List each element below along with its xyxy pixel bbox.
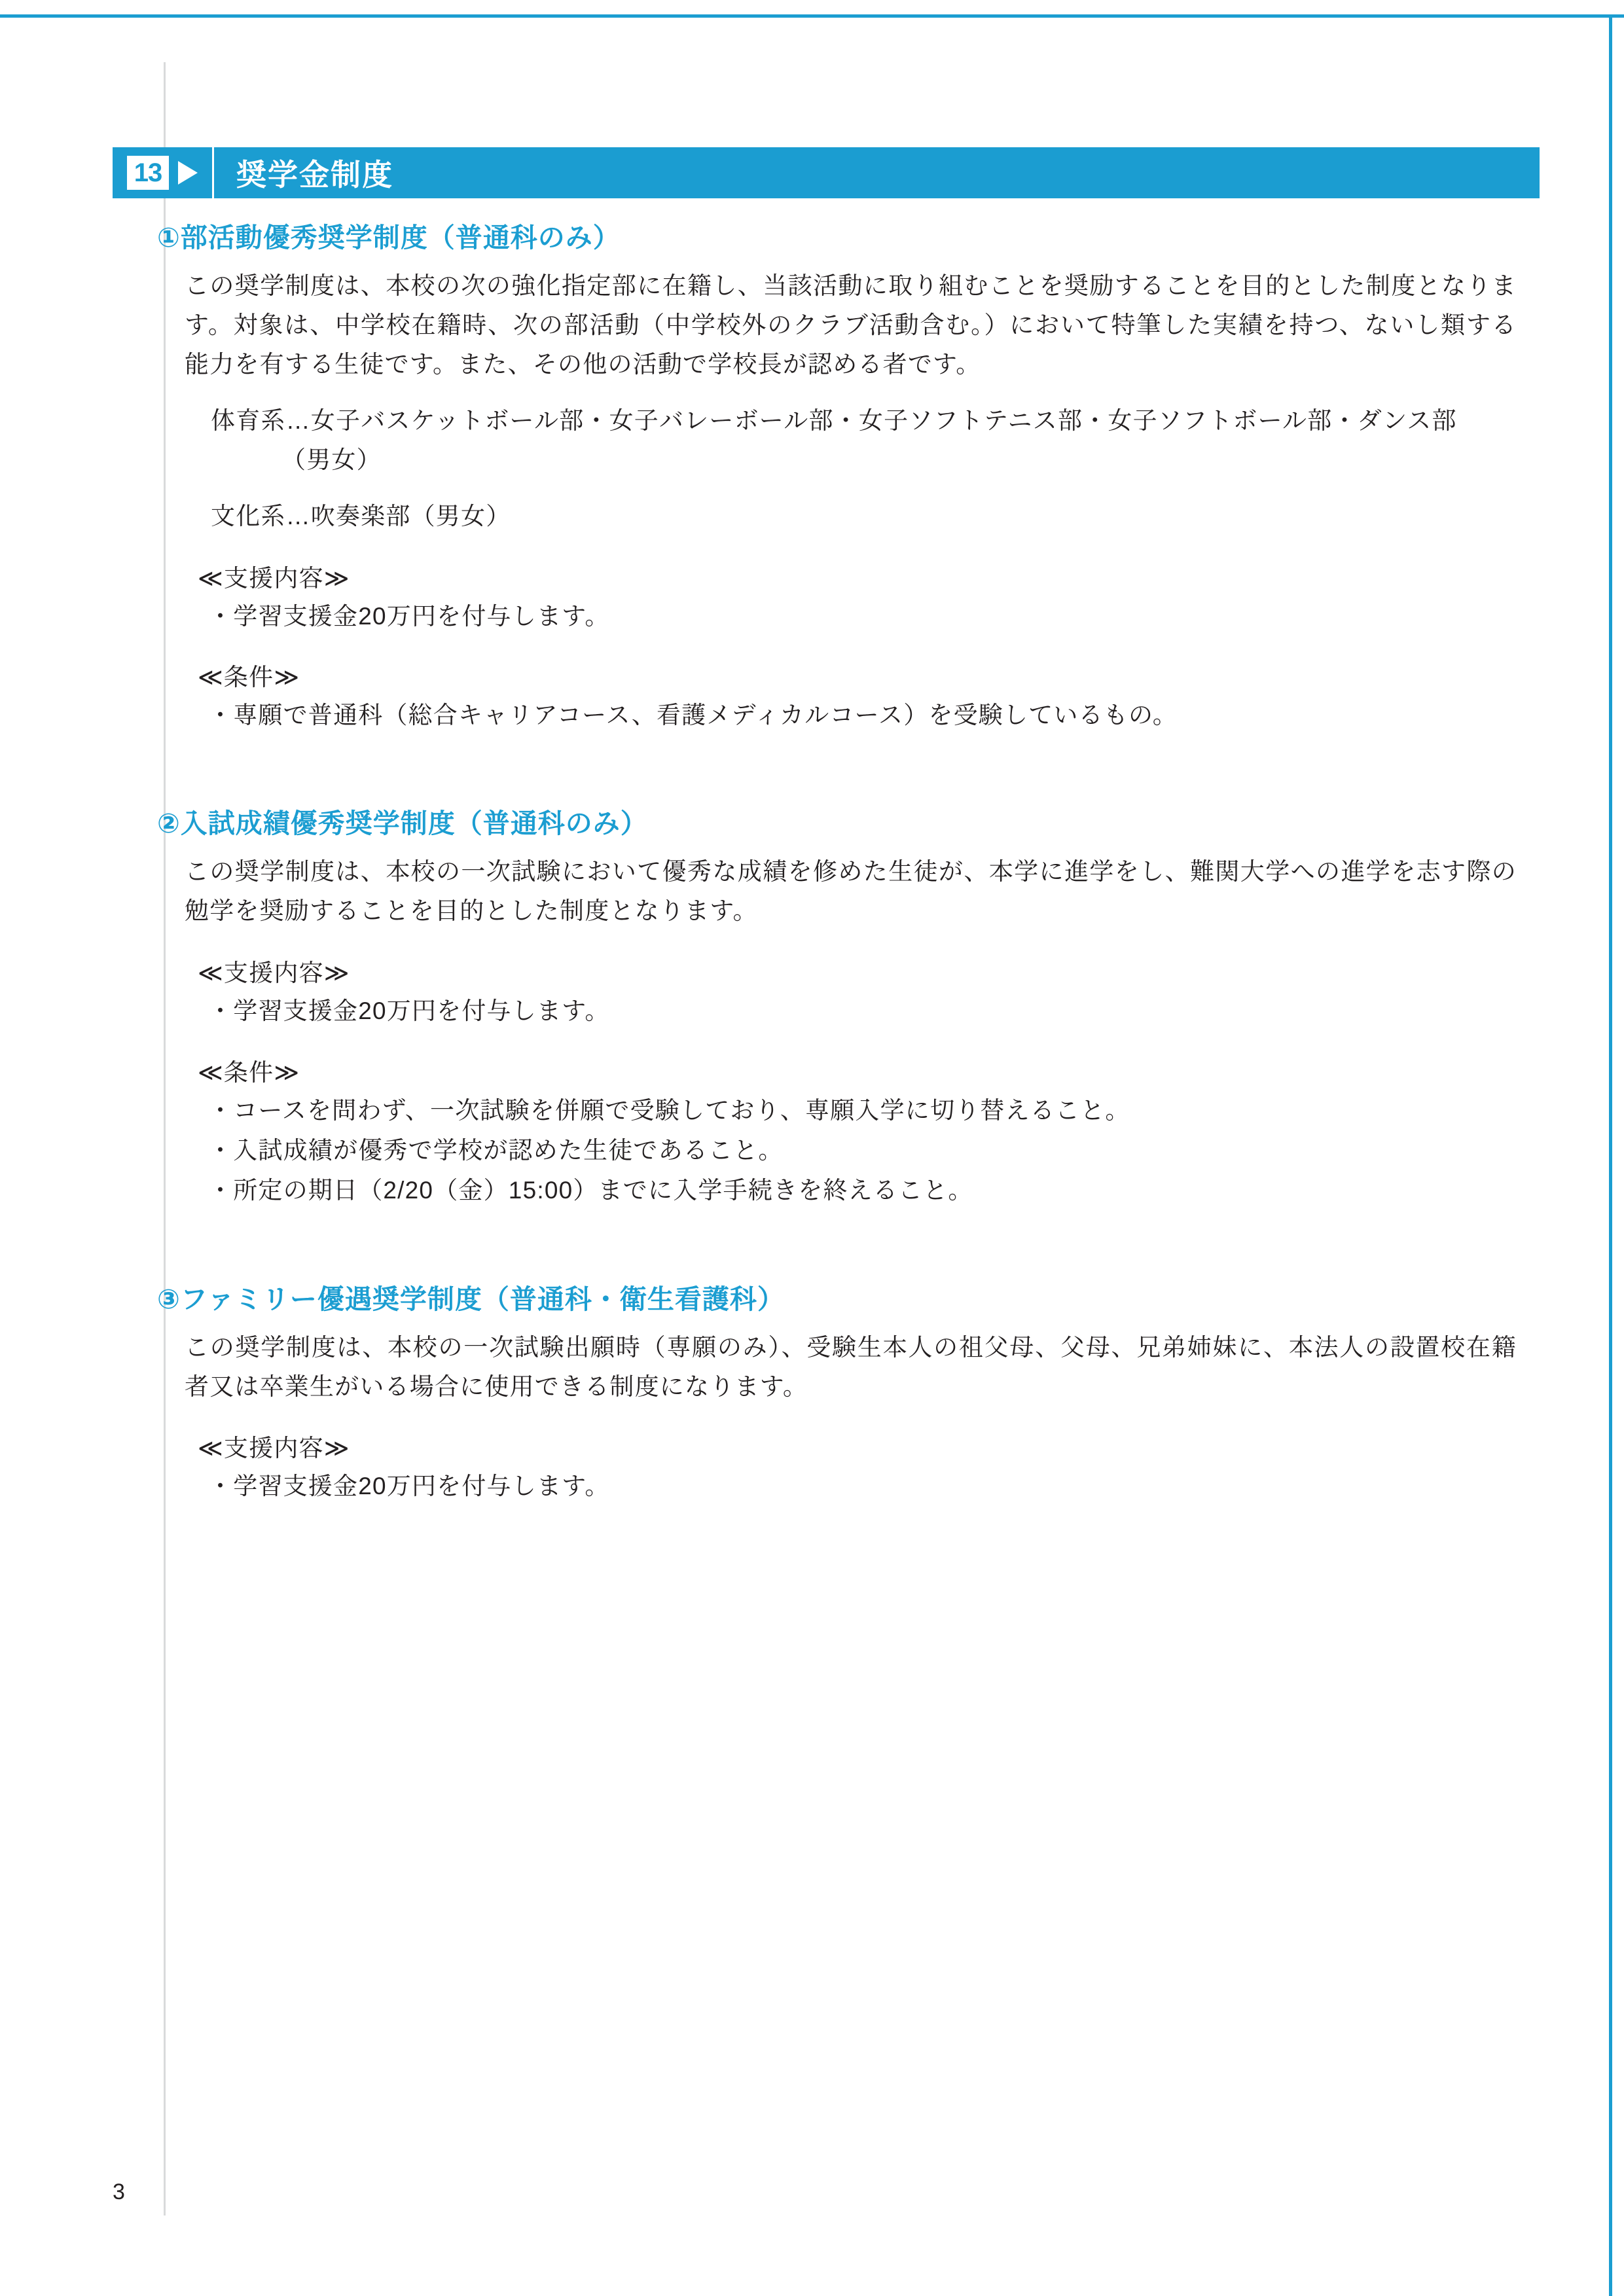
condition-item: ・コースを問わず、一次試験を併願で受験しており、専願入学に切り替えること。 xyxy=(208,1096,1130,1124)
page-frame-top-rule xyxy=(0,14,1624,18)
section-divider xyxy=(212,147,214,198)
condition-item: ・専願で普通科（総合キャリアコース、看護メディカルコース）を受験しているもの。 xyxy=(208,701,1178,728)
item-heading: ①部活動優秀奨学制度（普通科のみ） xyxy=(157,223,621,253)
item-heading: ③ファミリー優遇奨学制度（普通科・衛生看護科） xyxy=(157,1283,785,1314)
section-number: 13 xyxy=(127,156,169,190)
item-paragraph: この奨学制度は、本校の次の強化指定部に在籍し、当該活動に取り組むことを奨励することを目的とした制度となります。対象は、中学校在籍時、次の部活動（中学校外のクラブ活動含む。）において特筆した実績を持つ、ないし類する能力を有する生徒です。また、その他の活動で学校長が認める者です。 xyxy=(185,272,1517,378)
support-label: ≪支援内容≫ xyxy=(198,564,350,592)
support-label: ≪支援内容≫ xyxy=(198,960,350,987)
item-paragraph: この奨学制度は、本校の一次試験出願時（専願のみ）、受験生本人の祖父母、父母、兄弟姉妹に、本法人の設置校在籍者又は卒業生がいる場合に使用できる制度になります。 xyxy=(185,1333,1517,1400)
support-item: ・学習支援金20万円を付与します。 xyxy=(208,1473,610,1500)
item-list xyxy=(211,401,1494,480)
list-item: 文化系…吹奏楽部（男女） xyxy=(211,502,511,529)
item-heading: ②入試成績優秀奨学制度（普通科のみ） xyxy=(157,808,648,839)
scholarship-item-1 xyxy=(157,216,1538,734)
support-item: ・学習支援金20万円を付与します。 xyxy=(208,997,610,1025)
triangle-right-icon xyxy=(178,161,198,185)
section-title: 奨学金制度 xyxy=(236,158,393,192)
list-item: 体育系…女子バスケットボール部・女子バレーボール部・女子ソフトテニス部・女子ソフトボール部・ダンス部（男女） xyxy=(211,406,1457,473)
item-list xyxy=(211,497,1494,536)
item-paragraph: この奨学制度は、本校の一次試験において優秀な成績を修めた生徒が、本学に進学をし、難関大学への進学を志す際の勉学を奨励することを目的とした制度となります。 xyxy=(185,858,1517,925)
spacer xyxy=(157,1212,1538,1261)
condition-label: ≪条件≫ xyxy=(198,1058,300,1086)
page-frame-right-rule xyxy=(1609,14,1612,2296)
condition-label: ≪条件≫ xyxy=(198,663,300,691)
scholarship-item-3 xyxy=(157,1278,1538,1505)
condition-item: ・入試成績が優秀で学校が認めた生徒であること。 xyxy=(208,1136,784,1164)
page-number: 3 xyxy=(113,2179,125,2204)
section-header-bar xyxy=(113,147,1540,198)
support-label: ≪支援内容≫ xyxy=(198,1435,350,1462)
document-content xyxy=(157,216,1538,1508)
scholarship-item-2 xyxy=(157,802,1538,1209)
support-item: ・学習支援金20万円を付与します。 xyxy=(208,602,610,630)
spacer xyxy=(157,736,1538,785)
condition-item: ・所定の期日（2/20（金）15:00）までに入学手続きを終えること。 xyxy=(208,1177,973,1204)
